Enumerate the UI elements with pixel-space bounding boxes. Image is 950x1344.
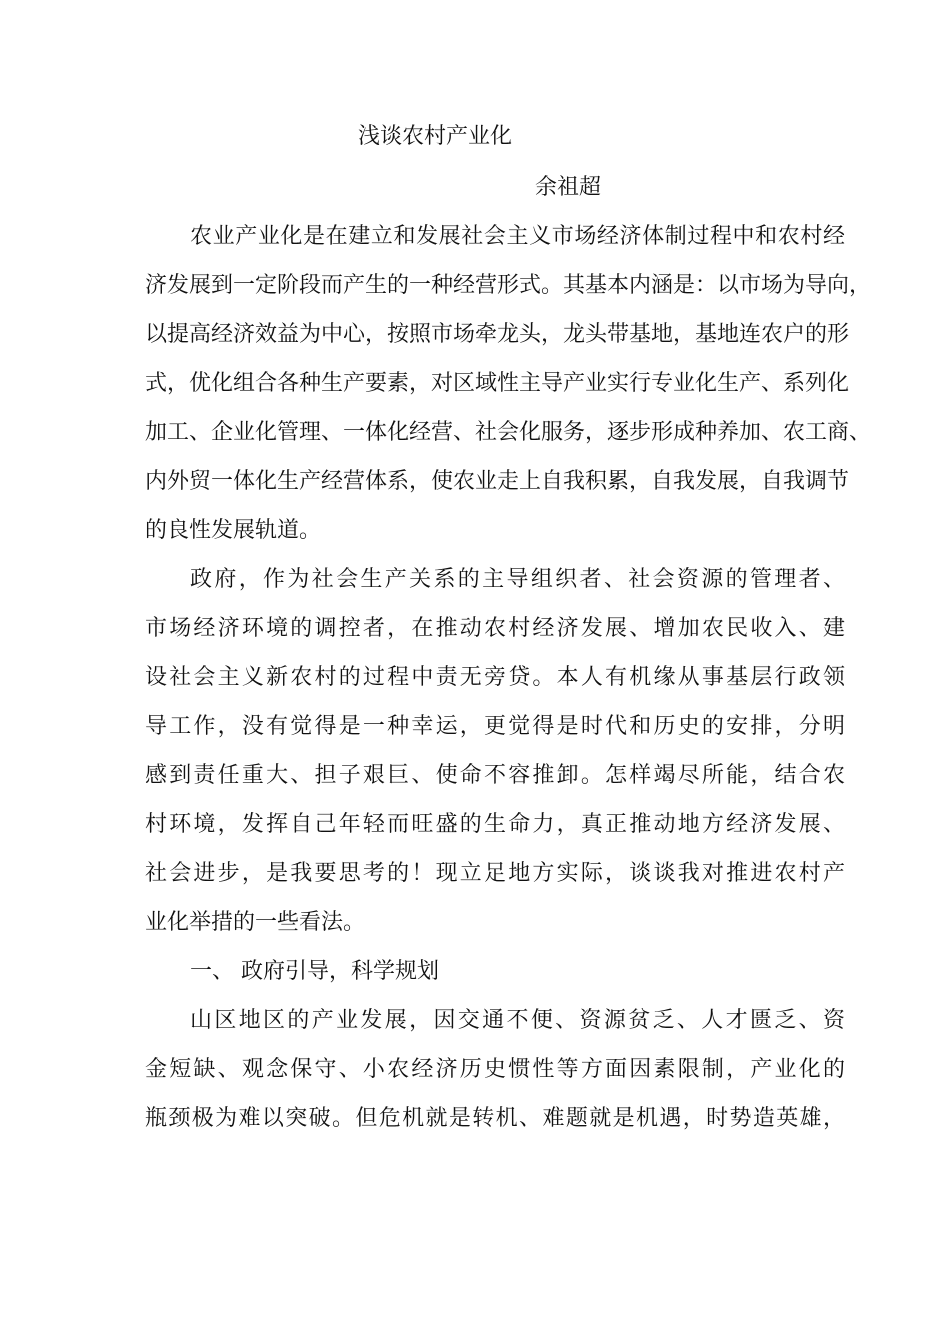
text-line: 以提高经济效益为中心，按照市场牵龙头，龙头带基地，基地连农户的形	[145, 322, 850, 347]
document-title: 浅谈农村产业化	[358, 124, 513, 149]
text-line: 市场经济环境的调控者，在推动农村经济发展、增加农民收入、建	[145, 616, 845, 641]
paragraph-mountain-areas	[145, 1004, 845, 1151]
section-heading: 一、 政府引导，科学规划	[190, 959, 439, 984]
text-line: 加工、企业化管理、一体化经营、社会化服务，逐步形成种养加、农工商、	[145, 420, 872, 445]
text-line: 业化举措的一些看法。	[145, 910, 366, 935]
text-line: 的良性发展轨道。	[145, 518, 322, 543]
text-line: 山区地区的产业发展，因交通不便、资源贫乏、人才匮乏、资	[190, 1008, 845, 1033]
text-line: 社会进步，是我要思考的！现立足地方实际，谈谈我对推进农村产	[145, 861, 845, 886]
text-line: 设社会主义新农村的过程中责无旁贷。本人有机缘从事基层行政领	[145, 665, 845, 690]
text-line: 式，优化组合各种生产要素，对区域性主导产业实行专业化生产、系列化	[145, 371, 850, 396]
paragraph-intro	[145, 220, 872, 563]
text-line: 感到责任重大、担子艰巨、使命不容推卸。怎样竭尽所能，结合农	[145, 763, 845, 788]
paragraph-government-role	[145, 563, 845, 955]
text-line: 农业产业化是在建立和发展社会主义市场经济体制过程中和农村经	[190, 224, 845, 249]
document-author: 余祖超	[535, 175, 602, 200]
text-line: 济发展到一定阶段而产生的一种经营形式。其基本内涵是：以市场为导向，	[145, 273, 872, 298]
document-body	[145, 220, 872, 1151]
text-line: 内外贸一体化生产经营体系，使农业走上自我积累，自我发展，自我调节	[145, 469, 850, 494]
text-line: 导工作，没有觉得是一种幸运，更觉得是时代和历史的安排，分明	[145, 714, 845, 739]
text-line: 金短缺、观念保守、小农经济历史惯性等方面因素限制，产业化的	[145, 1057, 845, 1082]
text-line: 村环境，发挥自己年轻而旺盛的生命力，真正推动地方经济发展、	[145, 812, 845, 837]
text-line: 瓶颈极为难以突破。但危机就是转机、难题就是机遇，时势造英雄，	[145, 1106, 845, 1131]
text-line: 政府，作为社会生产关系的主导组织者、社会资源的管理者、	[190, 567, 845, 592]
